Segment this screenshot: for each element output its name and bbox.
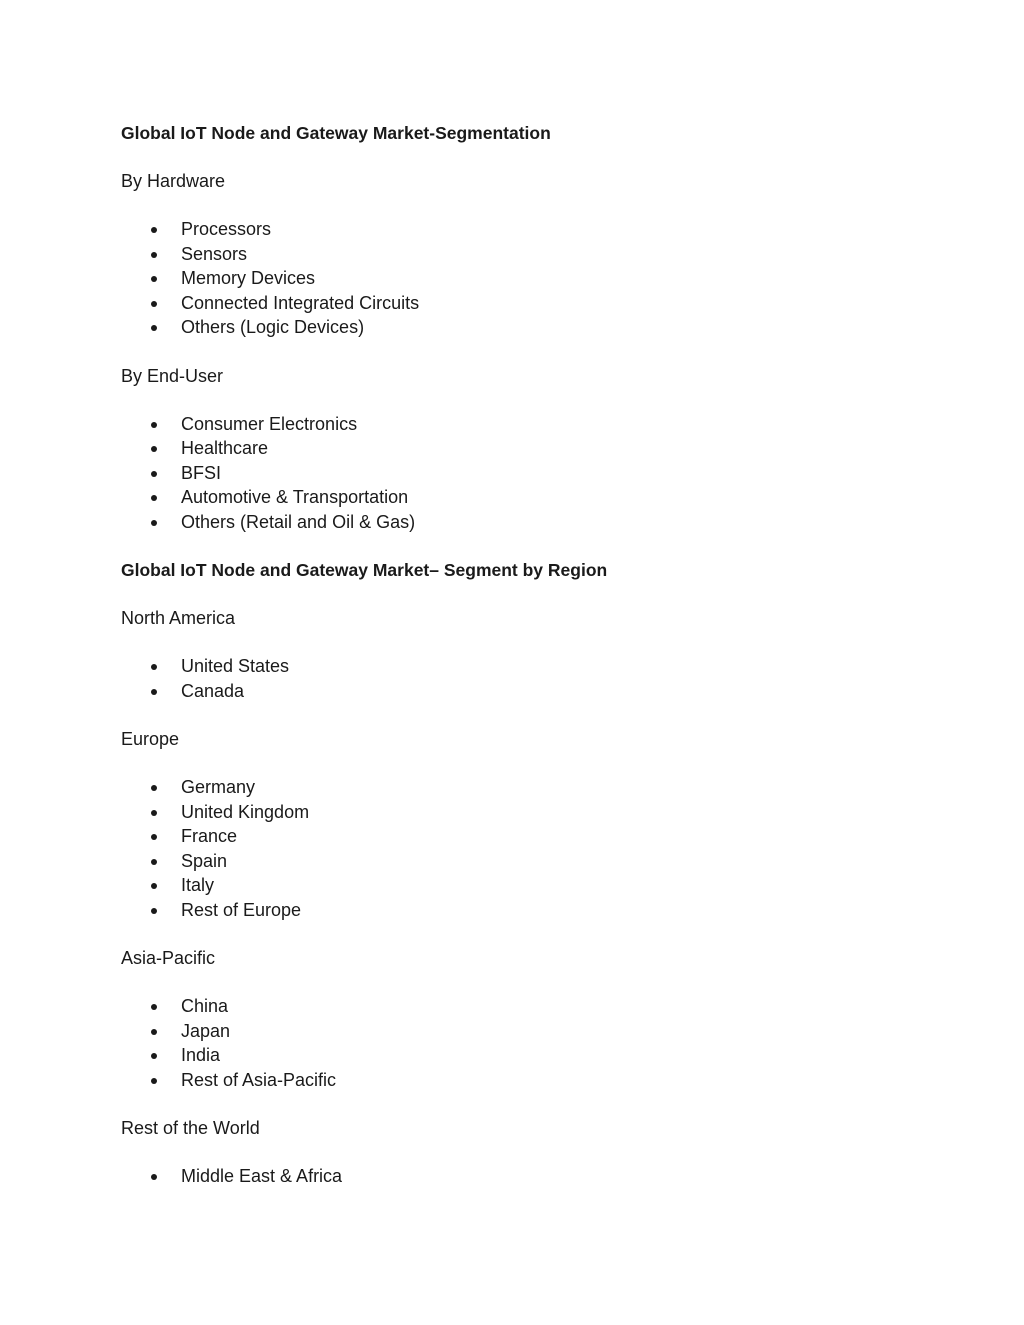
bullet-list-end-user: [121, 412, 901, 535]
list-item: Others (Logic Devices): [121, 315, 901, 340]
list-item: Italy: [121, 873, 901, 898]
bullet-icon: [151, 520, 157, 526]
list-item: Processors: [121, 217, 901, 242]
bullet-icon: [151, 446, 157, 452]
list-item: Healthcare: [121, 436, 901, 461]
bullet-icon: [151, 810, 157, 816]
bullet-icon: [151, 859, 157, 865]
list-item: Memory Devices: [121, 266, 901, 291]
bullet-list-europe: [121, 775, 901, 922]
list-item: Sensors: [121, 242, 901, 267]
list-item: Canada: [121, 679, 901, 704]
document-content: [121, 121, 901, 1189]
bullet-icon: [151, 1053, 157, 1059]
bullet-list-asia-pacific: [121, 994, 901, 1092]
bullet-icon: [151, 664, 157, 670]
list-item: Consumer Electronics: [121, 412, 901, 437]
bullet-icon: [151, 471, 157, 477]
group-label-europe: Europe: [121, 729, 180, 749]
list-item: Rest of Europe: [121, 898, 901, 923]
list-item: Others (Retail and Oil & Gas): [121, 510, 901, 535]
bullet-list-north-america: [121, 654, 901, 703]
bullet-icon: [151, 689, 157, 695]
list-item: Spain: [121, 849, 901, 874]
bullet-icon: [151, 785, 157, 791]
group-label-north-america: North America: [121, 608, 236, 628]
list-item: United Kingdom: [121, 800, 901, 825]
group-label-hardware: By Hardware: [121, 171, 226, 191]
bullet-icon: [151, 834, 157, 840]
bullet-icon: [151, 1029, 157, 1035]
bullet-icon: [151, 276, 157, 282]
list-item: Rest of Asia-Pacific: [121, 1068, 901, 1093]
list-item: United States: [121, 654, 901, 679]
section-heading-region: Global IoT Node and Gateway Market– Segment by Region: [121, 560, 608, 580]
list-item: Germany: [121, 775, 901, 800]
bullet-icon: [151, 1004, 157, 1010]
list-item: India: [121, 1043, 901, 1068]
bullet-icon: [151, 495, 157, 501]
list-item: Japan: [121, 1019, 901, 1044]
list-item: Middle East & Africa: [121, 1164, 901, 1189]
bullet-icon: [151, 908, 157, 914]
bullet-icon: [151, 301, 157, 307]
section-heading-segmentation: Global IoT Node and Gateway Market-Segmentation: [121, 123, 551, 143]
bullet-icon: [151, 883, 157, 889]
list-item: BFSI: [121, 461, 901, 486]
group-label-rest-of-world: Rest of the World: [121, 1118, 260, 1138]
bullet-list-rest-of-world: [121, 1164, 901, 1189]
bullet-icon: [151, 227, 157, 233]
bullet-icon: [151, 252, 157, 258]
bullet-icon: [151, 1174, 157, 1180]
bullet-icon: [151, 325, 157, 331]
list-item: Connected Integrated Circuits: [121, 291, 901, 316]
group-label-end-user: By End-User: [121, 365, 224, 386]
group-label-asia-pacific: Asia-Pacific: [121, 948, 216, 968]
bullet-icon: [151, 1078, 157, 1084]
list-item: Automotive & Transportation: [121, 485, 901, 510]
bullet-list-hardware: [121, 217, 901, 340]
bullet-icon: [151, 422, 157, 428]
list-item: France: [121, 824, 901, 849]
list-item: China: [121, 994, 901, 1019]
